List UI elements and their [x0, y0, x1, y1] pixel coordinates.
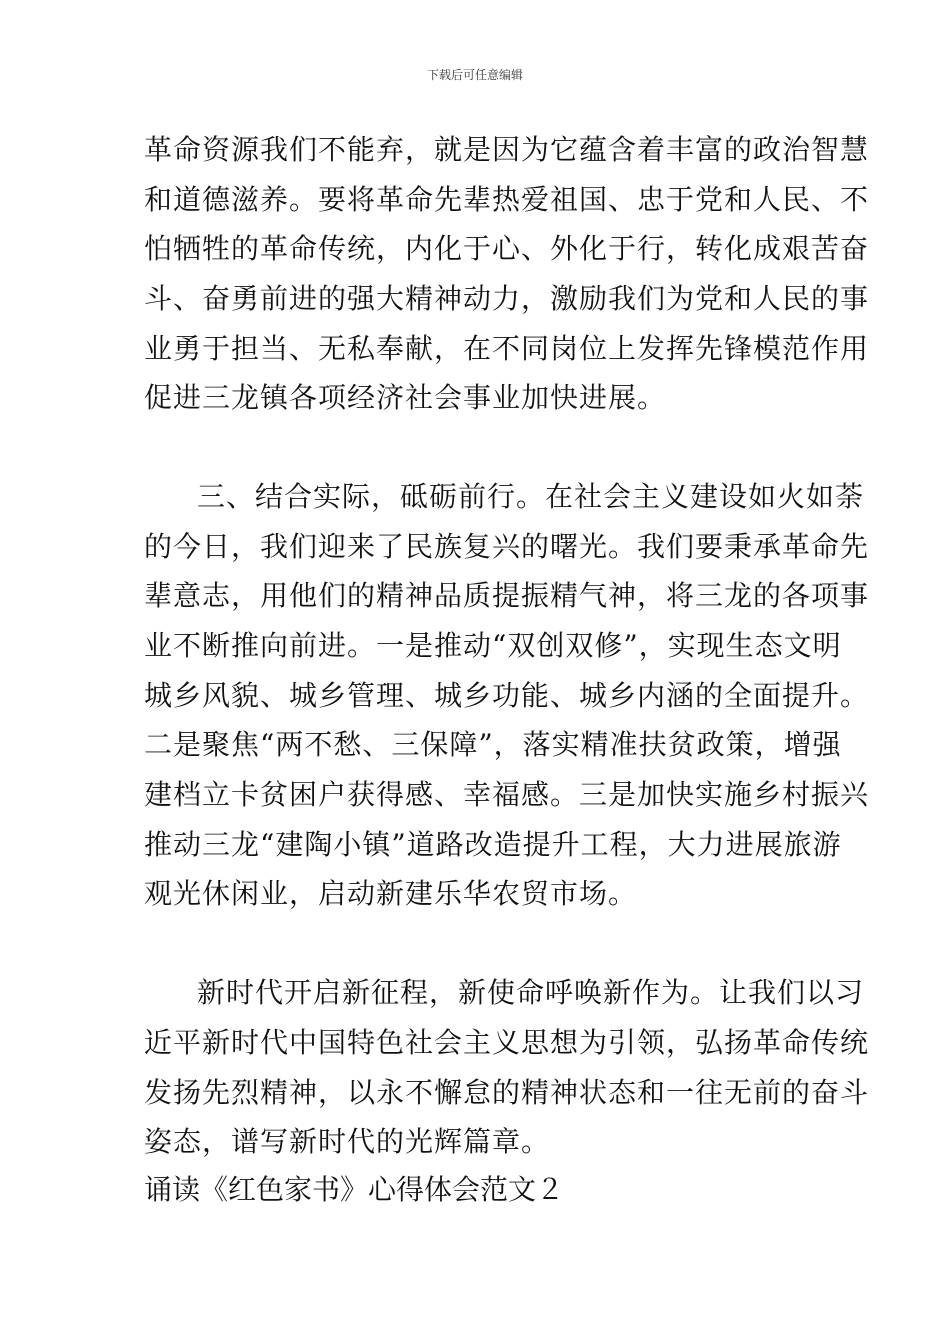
paragraph-3-line-4: 姿态，谱写新时代的光辉篇章。 [144, 1125, 551, 1158]
paragraph-1-line-3: 怕牺牲的革命传统，内化于心、外化于行，转化成艰苦奋 [144, 232, 870, 265]
paragraph-3-line-3: 发扬先烈精神，以永不懈怠的精神状态和一往无前的奋斗 [144, 1076, 870, 1109]
paragraph-1-line-5: 业勇于担当、无私奉献，在不同岗位上发挥先锋模范作用 [144, 332, 870, 365]
next-section-title: 诵读《红色家书》心得体会范文２ [144, 1173, 565, 1206]
paragraph-2-line-7: 建档立卡贫困户获得感、幸福感。三是加快实施乡村振兴 [144, 778, 870, 811]
paragraph-2-line-1: 三、结合实际，砥砺前行。在社会主义建设如火如荼 [197, 480, 865, 513]
header-note: 下载后可任意编辑 [426, 68, 523, 82]
paragraph-1-line-2: 和道德滋养。要将革命先辈热爱祖国、忠于党和人民、不 [144, 183, 870, 216]
paragraph-2-line-9: 观光休闲业，启动新建乐华农贸市场。 [144, 877, 638, 910]
paragraph-2-line-3: 辈意志，用他们的精神品质提振精气神，将三龙的各项事 [144, 579, 870, 612]
paragraph-2-line-4: 业不断推向前进。一是推动“双创双修”，实现生态文明 [144, 629, 842, 662]
paragraph-2-line-8: 推动三龙“建陶小镇”道路改造提升工程，大力进展旅游 [144, 828, 842, 861]
paragraph-2-line-5: 城乡风貌、城乡管理、城乡功能、城乡内涵的全面提升。 [144, 679, 870, 712]
paragraph-3-line-1: 新时代开启新征程，新使命呼唤新作为。让我们以习 [197, 976, 865, 1009]
paragraph-2-line-2: 的今日，我们迎来了民族复兴的曙光。我们要秉承革命先 [144, 530, 870, 563]
paragraph-2-line-6: 二是聚焦“两不愁、三保障”，落实精准扶贫政策，增强 [144, 728, 842, 761]
paragraph-3-line-2: 近平新时代中国特色社会主义思想为引领，弘扬革命传统 [144, 1026, 870, 1059]
paragraph-1-line-4: 斗、奋勇前进的强大精神动力，激励我们为党和人民的事 [144, 282, 870, 315]
paragraph-1-line-1: 革命资源我们不能弃，就是因为它蕴含着丰富的政治智慧 [144, 133, 870, 166]
paragraph-1-line-6: 促进三龙镇各项经济社会事业加快进展。 [144, 381, 667, 414]
